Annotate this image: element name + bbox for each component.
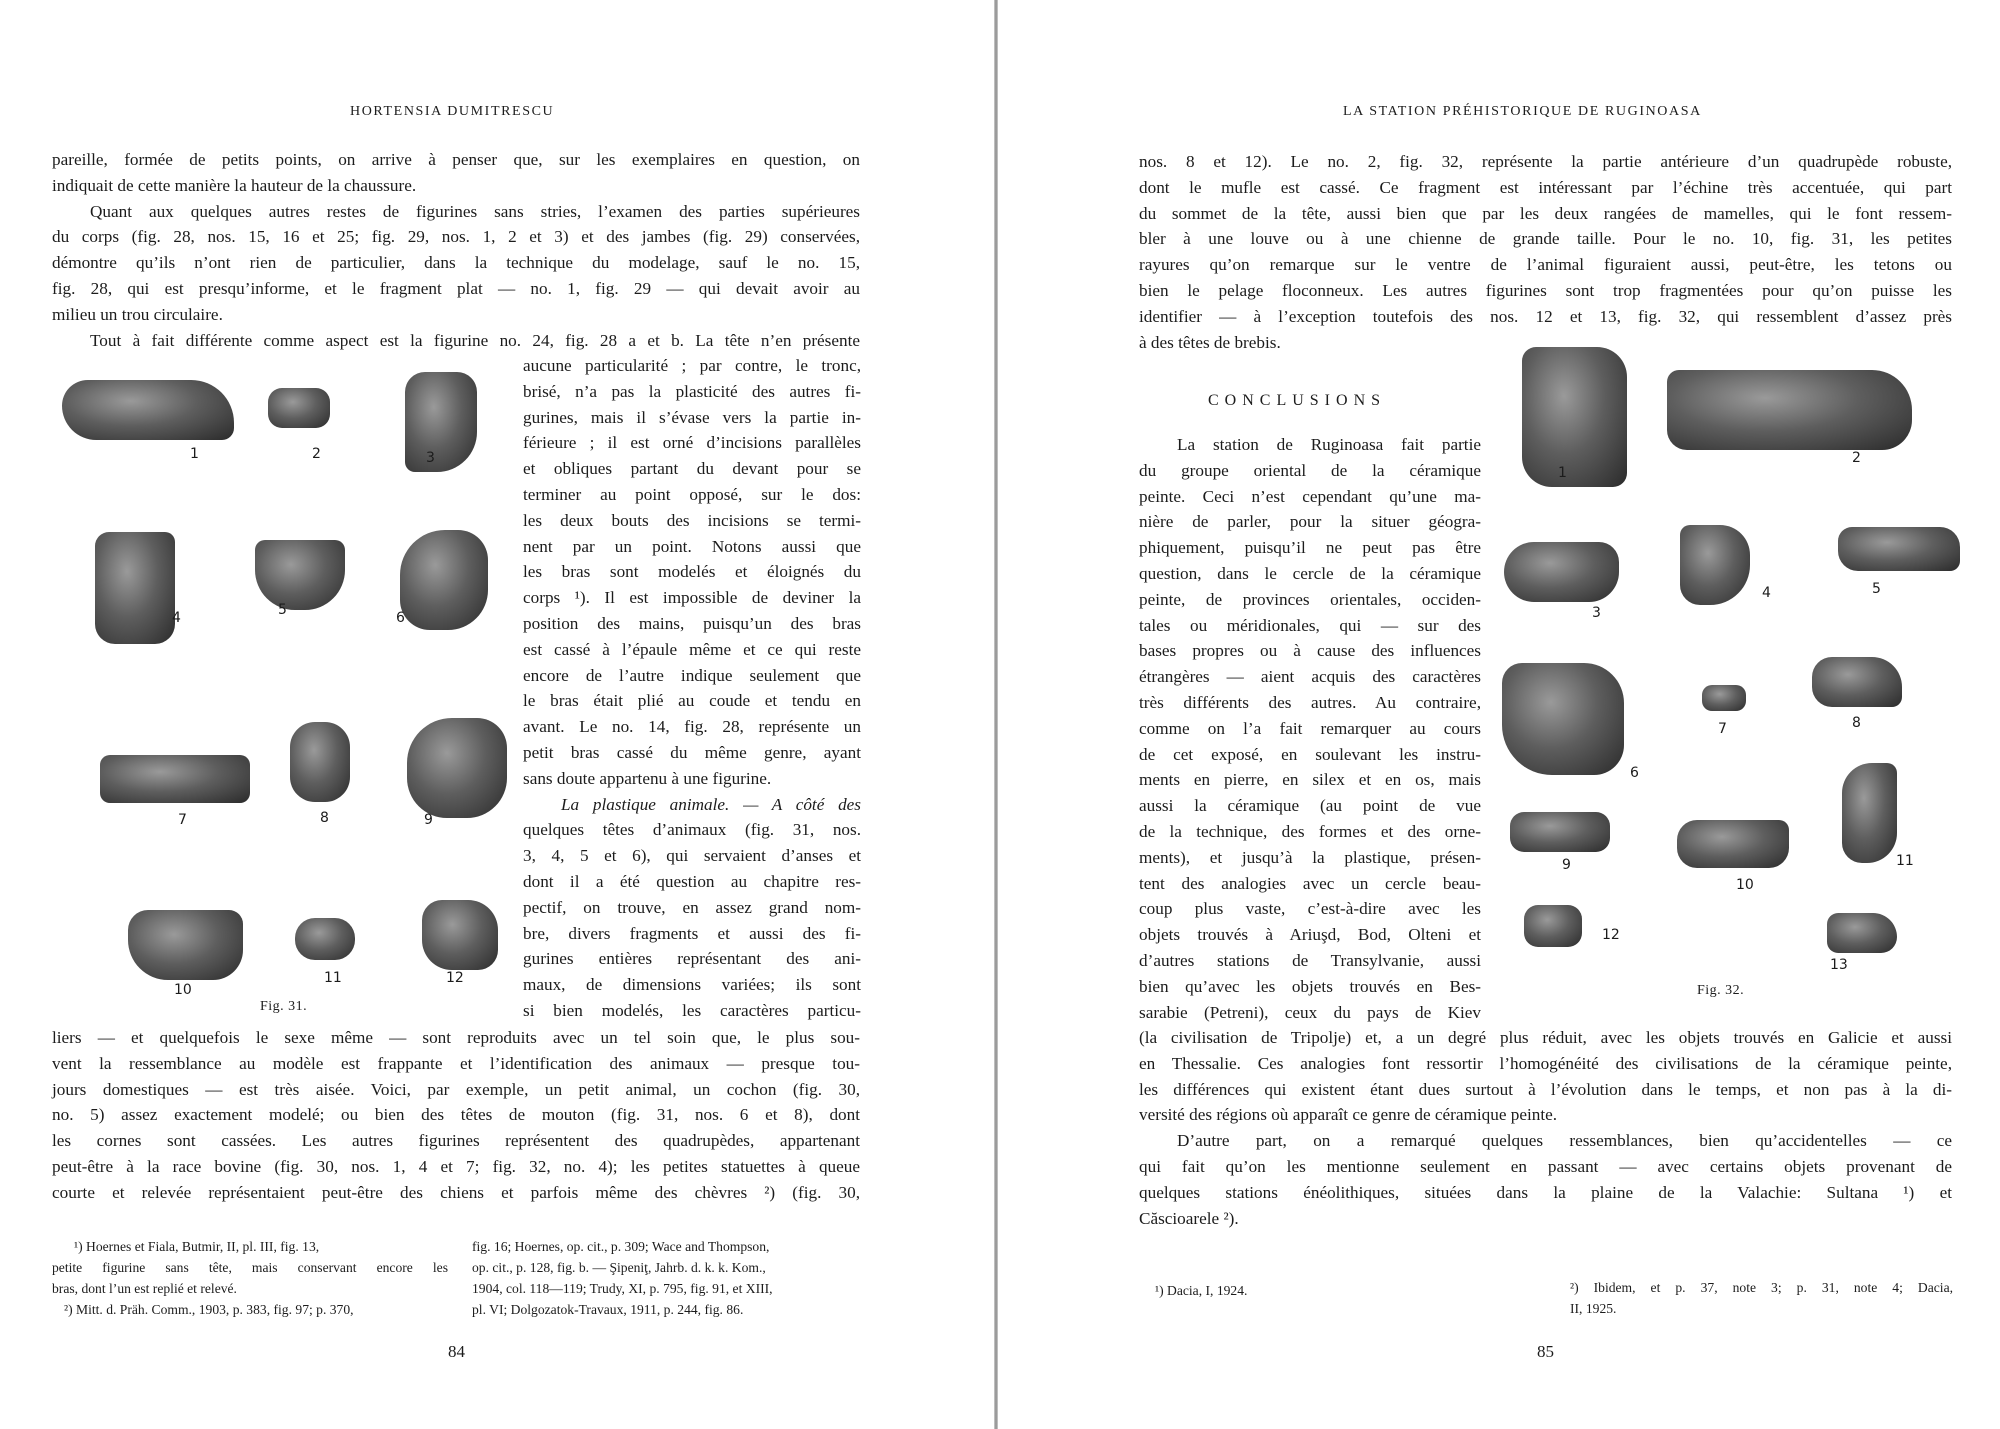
figure-label: 12 xyxy=(1602,927,1620,943)
text-line: (la civilisation de Tripolje) et, a un degré plus réduit, avec les objets trouvés en Galicie et aussi xyxy=(1139,1028,1952,1047)
figure-31-plate xyxy=(50,370,510,1020)
footnote-line: fig. 16; Hoernes, op. cit., p. 309; Wace and Thompson, xyxy=(472,1239,770,1254)
text-line: identifier — à l’exception toutefois des nos. 12 et 13, fig. 32, qui ressemblent d’assez près xyxy=(1139,306,1952,326)
running-head-left: HORTENSIA DUMITRESCU xyxy=(350,104,555,119)
figure-label: 4 xyxy=(172,610,181,626)
footnote-line: op. cit., p. 128, fig. b. — Şipeniţ, Jahrb. d. k. k. Kom., xyxy=(472,1260,766,1275)
artifact-photo xyxy=(422,900,498,970)
text-line: du groupe oriental de la céramique xyxy=(1139,460,1481,480)
text-line: La station de Ruginoasa fait partie xyxy=(1177,435,1481,454)
left-page xyxy=(0,0,990,1429)
artifact-photo xyxy=(405,372,477,472)
figure-label: 5 xyxy=(278,602,287,618)
footnote-line: II, 1925. xyxy=(1570,1301,1617,1316)
right-bottom-text xyxy=(1139,1025,1952,1231)
artifact-photo xyxy=(255,540,345,610)
artifact-photo xyxy=(1702,685,1746,711)
footnote-line: ¹) Dacia, I, 1924. xyxy=(1155,1283,1248,1298)
artifact-photo xyxy=(1838,527,1960,571)
artifact-photo xyxy=(1667,370,1912,450)
text-line: en Thessalie. Ces analogies font ressortir l’homogénéité des civilisations de la céramique peinte, xyxy=(1139,1053,1952,1073)
right-top-text xyxy=(1139,149,1952,355)
section-italic: La plastique animale. — A côté des xyxy=(561,794,861,814)
text-line: les différences qui existent étant dues surtout à l’évolution dans le temps, et non pas à la di- xyxy=(1139,1079,1952,1099)
text-line xyxy=(523,792,861,818)
text-line: bien le pelage floconneux. Les autres figurines sont trop fragmentées pour qu’on puisse les xyxy=(1139,280,1952,300)
artifact-photo xyxy=(290,722,350,802)
text-line: du sommet de la tête, aussi bien que par les deux rangées de mamelles, qui le font ressem- xyxy=(1139,203,1952,223)
left-column-text xyxy=(523,353,861,1024)
text-line: versité des régions où apparaît ce genre de céramique peinte. xyxy=(1139,1105,1558,1125)
text-line: jours domestiques — est très aisée. Voici, par exemple, un petit animal, un cochon (fig. 30, xyxy=(52,1079,860,1099)
footnote-line: petite figurine sans tête, mais conservant encore les xyxy=(52,1260,448,1275)
text-line: courte et relevée représentaient peut-être des chiens et parfois même des chèvres ²) (fig. 30, xyxy=(52,1182,860,1202)
figure-label: 7 xyxy=(178,812,187,828)
footnote-line: pl. VI; Dolgozatok-Travaux, 1911, p. 244, fig. 86. xyxy=(472,1302,744,1317)
running-head-right: LA STATION PRÉHISTORIQUE DE RUGINOASA xyxy=(1343,104,1702,119)
text-line: peinte, de provinces orientales, occiden- xyxy=(1139,589,1481,609)
text-line: rayures qu’on remarque sur le ventre de l’animal figuraient aussi, peut-être, les tetons ou xyxy=(1139,255,1952,275)
figure-label: 8 xyxy=(1852,715,1861,731)
text-line: et obliques partant du devant pour se xyxy=(523,459,861,479)
text-line: les cornes sont cassées. Les autres figurines représentent des quadrupèdes, appartenant xyxy=(52,1131,860,1151)
text-line: Quant aux quelques autres restes de figurines sans stries, l’examen des parties supérieures xyxy=(90,201,860,221)
text-line: comme on l’a fait remarquer au cours xyxy=(1139,718,1481,738)
footnote-line: ²) Ibidem, et p. 37, note 3; p. 31, note 4; Dacia, xyxy=(1570,1280,1953,1295)
right-page xyxy=(1002,0,2000,1429)
text-line: peinte. Ceci n’est cependant qu’une ma- xyxy=(1139,486,1481,506)
text-line: aucune particularité ; par contre, le tronc, xyxy=(523,356,861,375)
page-number: 85 xyxy=(1537,1342,1554,1361)
text-line: Căscioarele ²). xyxy=(1139,1208,1239,1228)
figure-label: 3 xyxy=(1592,605,1601,621)
text-line: 3, 4, 5 et 6), qui servaient d’anses et xyxy=(523,846,861,866)
text-line: le bras était plié au coude et tendu en xyxy=(523,691,861,711)
text-line: liers — et quelquefois le sexe même — sont reproduits avec un tel soin que, le plus sou- xyxy=(52,1028,860,1047)
footnote-right-page-left xyxy=(1155,1280,1455,1301)
artifact-photo xyxy=(100,755,250,803)
text-line: phiquement, puisqu’il ne peut pas être xyxy=(1139,538,1481,558)
text-line: D’autre part, on a remarqué quelques ressemblances, bien qu’accidentelles — ce xyxy=(1177,1131,1952,1151)
text-line: qui fait qu’on les mentionne seulement en passant — avec certains objets provenant de xyxy=(1139,1156,1952,1176)
text-line: ments), et jusqu’à la plastique, présen- xyxy=(1139,847,1481,867)
text-line: nos. 8 et 12). Le no. 2, fig. 32, représente la partie antérieure d’un quadrupède robuste, xyxy=(1139,152,1952,171)
text-line: les bras sont modelés et éloignés du xyxy=(523,562,861,582)
text-line: Tout à fait différente comme aspect est la figurine no. 24, fig. 28 a et b. La tête n’en présente xyxy=(90,330,860,350)
figure-label: 10 xyxy=(1736,877,1754,893)
figure-label: 4 xyxy=(1762,585,1771,601)
text-line: étrangères — aient acquis des caractères xyxy=(1139,667,1481,687)
figure-label: 9 xyxy=(424,812,433,828)
text-line: terminer au point opposé, sur le dos: xyxy=(523,484,861,504)
artifact-photo xyxy=(1680,525,1750,605)
artifact-photo xyxy=(1522,347,1627,487)
figure-label: 11 xyxy=(324,970,342,986)
artifact-photo xyxy=(295,918,355,960)
page-number: 84 xyxy=(448,1342,465,1361)
figure-label: 13 xyxy=(1830,957,1848,973)
artifact-photo xyxy=(1842,763,1897,863)
text-line: à des têtes de brebis. xyxy=(1139,332,1281,352)
figure-label: 6 xyxy=(396,610,405,626)
text-line: les deux bouts des incisions se termi- xyxy=(523,510,861,530)
text-line: no. 5) assez exactement modelé; ou bien des têtes de mouton (fig. 31, nos. 6 et 8), dont xyxy=(52,1105,860,1125)
artifact-photo xyxy=(1502,663,1624,775)
text-line: avant. Le no. 14, fig. 28, représente un xyxy=(523,717,861,737)
figure-label: 1 xyxy=(1558,465,1567,481)
figure-32-plate xyxy=(1502,345,1972,985)
artifact-photo xyxy=(400,530,488,630)
artifact-photo xyxy=(407,718,507,818)
text-line: bien qu’avec les objets trouvés en Bes- xyxy=(1139,976,1481,996)
text-line: vent la ressemblance au modèle est frappante et l’identification des animaux — presque tou- xyxy=(52,1053,860,1073)
footnote-line: 1904, col. 118—119; Trudy, XI, p. 795, fig. 91, et XIII, xyxy=(472,1281,773,1296)
text-line: très différents des autres. Au contraire, xyxy=(1139,692,1481,712)
text-line: nent par un point. Notons aussi que xyxy=(523,536,861,556)
text-line: d’autres stations de Transylvanie, aussi xyxy=(1139,950,1481,970)
footnote-right-page-right xyxy=(1570,1277,1953,1319)
artifact-photo xyxy=(95,532,175,644)
book-gutter xyxy=(994,0,998,1429)
artifact-photo xyxy=(1677,820,1789,868)
text-line: aussi la céramique (au point de vue xyxy=(1139,796,1481,816)
text-line: tales ou méridionales, qui — sur des xyxy=(1139,615,1481,635)
text-line: pectif, on trouve, en assez grand nom- xyxy=(523,897,861,917)
text-line: sans doute appartenu à une figurine. xyxy=(523,768,772,788)
text-line: nière de parler, pour la situer géogra- xyxy=(1139,512,1481,532)
text-line: tent des analogies avec un cercle beau- xyxy=(1139,873,1481,893)
figure-label: 2 xyxy=(1852,450,1861,466)
text-line: fig. 28, qui est presqu’informe, et le fragment plat — no. 1, fig. 29 — qui devait avoir au xyxy=(52,278,860,298)
footnotes-left-column xyxy=(52,1236,448,1320)
text-line: corps ¹). Il est impossible de deviner la xyxy=(523,588,861,608)
text-line: férieure ; il est orné d’incisions parallèles xyxy=(523,433,861,453)
text-line: est cassé à l’épaule même et ce qui reste xyxy=(523,639,861,659)
figure-label: 9 xyxy=(1562,857,1571,873)
text-line: encore de l’autre indique seulement que xyxy=(523,665,861,685)
figure-label: 5 xyxy=(1872,581,1881,597)
right-column-text xyxy=(1139,432,1481,1025)
footnote-line: ²) Mitt. d. Präh. Comm., 1903, p. 383, fig. 97; p. 370, xyxy=(64,1302,354,1317)
text-line: coup plus vaste, c’est-à-dire avec les xyxy=(1139,899,1481,919)
section-title: CONCLUSIONS xyxy=(1208,392,1387,409)
artifact-photo xyxy=(1524,905,1582,947)
text-line: position des mains, puisqu’un des bras xyxy=(523,613,861,633)
text-line: de la technique, des formes et des orne- xyxy=(1139,821,1481,841)
text-line: gurines, mais il s’évase vers la partie in- xyxy=(523,407,861,427)
text-line: peut-être à la race bovine (fig. 30, nos. 1, 4 et 7; fig. 32, no. 4); les petites statuettes à queue xyxy=(52,1156,860,1176)
figure-label: 12 xyxy=(446,970,464,986)
text-line: bases propres ou à cause des influences xyxy=(1139,641,1481,661)
figure-label: 1 xyxy=(190,446,199,462)
figure-label: 6 xyxy=(1630,765,1639,781)
text-line: quelques stations énéolithiques, situées dans la plaine de la Valachie: Sultana ¹) et xyxy=(1139,1182,1952,1202)
text-line: petit bras cassé du même genre, ayant xyxy=(523,742,861,762)
artifact-photo xyxy=(1504,542,1619,602)
text-line: milieu un trou circulaire. xyxy=(52,304,223,324)
left-top-text xyxy=(52,147,860,353)
text-line: sarabie (Petreni), ceux du pays de Kiev xyxy=(1139,1002,1481,1022)
figure-label: 7 xyxy=(1718,721,1727,737)
text-line: gurines entières représentant des ani- xyxy=(523,949,861,969)
footnote-line: ¹) Hoernes et Fiala, Butmir, II, pl. III, fig. 13, xyxy=(74,1239,320,1254)
text-line: pareille, formée de petits points, on arrive à penser que, sur les exemplaires en question, on xyxy=(52,150,860,169)
artifact-photo xyxy=(1812,657,1902,707)
text-line: dont il a été question au chapitre res- xyxy=(523,871,861,891)
text-line: question, dans le cercle de la céramique xyxy=(1139,563,1481,583)
text-line: démontre qu’ils n’ont rien de particulier, dans la technique du modelage, sauf le no. 15, xyxy=(52,253,860,273)
text-line: ments en pierre, en silex et en os, mais xyxy=(1139,770,1481,790)
figure-label: 10 xyxy=(174,982,192,998)
text-line: indiquait de cette manière la hauteur de la chaussure. xyxy=(52,175,417,195)
text-line: si bien modelés, les caractères particu- xyxy=(523,1000,861,1020)
text-line: objets trouvés à Ariuşd, Bod, Olteni et xyxy=(1139,925,1481,945)
artifact-photo xyxy=(62,380,234,440)
text-line: de cet exposé, en soulevant les instru- xyxy=(1139,744,1481,764)
figure-label: 2 xyxy=(312,446,321,462)
text-line: maux, de dimensions variées; ils sont xyxy=(523,975,861,995)
footnote-line: bras, dont l’un est replié et relevé. xyxy=(52,1281,237,1296)
text-line: bler à une louve ou à une chienne de grande taille. Pour le no. 10, fig. 31, les petites xyxy=(1139,229,1952,249)
artifact-photo xyxy=(128,910,243,980)
text-line: du corps (fig. 28, nos. 15, 16 et 25; fig. 29, nos. 1, 2 et 3) et des jambes (fig. 29) conservées, xyxy=(52,227,860,247)
footnotes-right-column xyxy=(472,1236,862,1320)
figure-caption: Fig. 32. xyxy=(1697,983,1745,998)
figure-label: 3 xyxy=(426,450,435,466)
left-bottom-text xyxy=(52,1025,860,1206)
artifact-photo xyxy=(1827,913,1897,953)
figure-label: 11 xyxy=(1896,853,1914,869)
text-line: quelques têtes d’animaux (fig. 31, nos. xyxy=(523,820,861,840)
text-line: dont le mufle est cassé. Ce fragment est intéressant par l’échine très accentuée, qui part xyxy=(1139,177,1952,197)
figure-label: 8 xyxy=(320,810,329,826)
text-line: bre, divers fragments et aussi des fi- xyxy=(523,923,861,943)
figure-caption: Fig. 31. xyxy=(260,999,308,1014)
artifact-photo xyxy=(1510,812,1610,852)
text-line: brisé, n’a pas la plasticité des autres fi- xyxy=(523,381,861,401)
artifact-photo xyxy=(268,388,330,428)
